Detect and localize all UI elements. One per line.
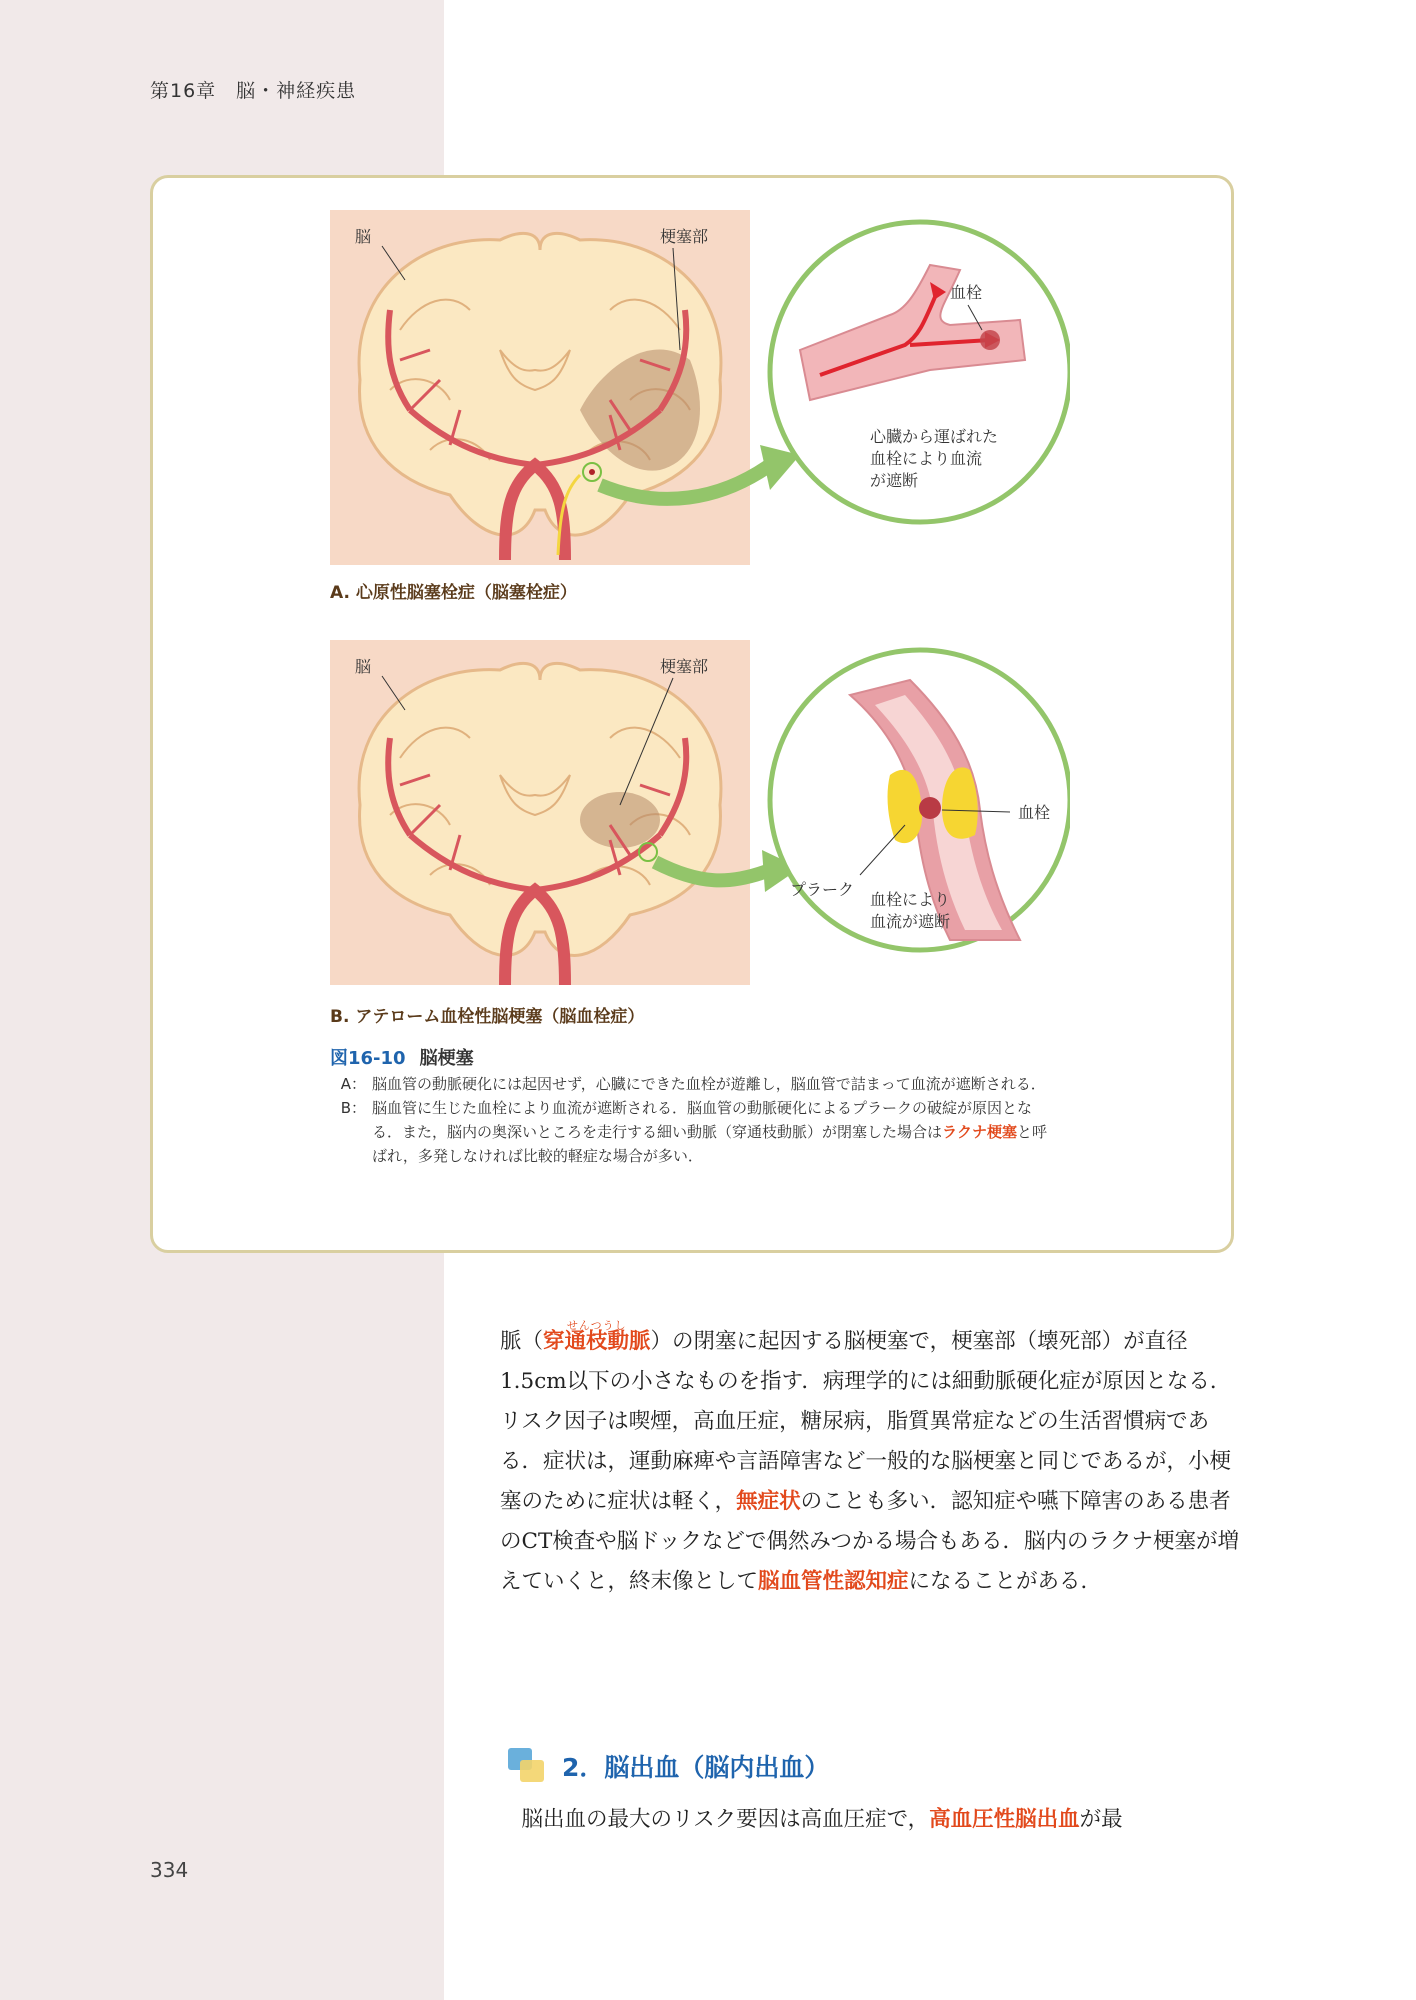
- figure-panel-b: [330, 640, 1070, 985]
- label-infarct: 梗塞部: [660, 227, 709, 246]
- inset-text-line: 血流が遮断: [870, 912, 951, 931]
- note-text: 脳血管に生じた血栓により血流が遮断される．脳血管の動脈硬化によるプラークの破綻が原因となる．また，脳内の奥深いところを走行する細い動脈（穿通枝動脈）が閉塞した場合はラクナ梗塞と呼ばれ，多発しなければ比較的軽症な場合が多い．: [372, 1099, 1048, 1165]
- section-heading: [508, 1748, 829, 1784]
- panel-a-caption: A. 心原性脳塞栓症（脳塞栓症）: [330, 583, 577, 603]
- figure-note-b: [330, 1096, 1050, 1168]
- label-embolus: 血栓: [1018, 803, 1051, 822]
- note-mark: B：: [340, 1099, 366, 1117]
- note-mark: A：: [340, 1075, 366, 1093]
- figure-title: [330, 1044, 474, 1070]
- brain-illustration-a: [330, 210, 1070, 565]
- inset-text-line: 心臓から運ばれた: [870, 427, 999, 446]
- body-last-line: 脳出血の最大のリスク要因は高血圧症で，高血圧性脳出血が最: [521, 1807, 1123, 1832]
- highlight-term: 無症状: [736, 1489, 801, 1514]
- panel-b-caption: B. アテローム血栓性脳梗塞（脳血栓症）: [330, 1007, 645, 1027]
- highlight-term: 高血圧性脳出血: [929, 1807, 1080, 1832]
- figure-number: 図16-10: [330, 1048, 406, 1069]
- page-number: 334: [150, 1858, 189, 1882]
- label-brain: 脳: [355, 657, 372, 676]
- label-brain: 脳: [355, 227, 372, 246]
- label-infarct: 梗塞部: [660, 657, 709, 676]
- ruby-reading: せんつうし: [566, 1319, 627, 1332]
- figure-note-a: [330, 1072, 1050, 1096]
- brain-illustration-b: [330, 640, 1070, 985]
- highlight-term: 脳血管性認知症: [758, 1569, 909, 1594]
- ruby-term: せんつうし 穿通枝動脈: [543, 1322, 651, 1362]
- inset-text-line: 血栓により: [870, 890, 951, 909]
- figure-notes: [330, 1072, 1050, 1168]
- section-icon: [508, 1748, 548, 1784]
- label-embolus: 血栓: [950, 283, 983, 302]
- section-title: 2．脳出血（脳内出血）: [562, 1753, 830, 1782]
- inset-text-line: 血栓により血流: [870, 449, 983, 468]
- figure-name: 脳梗塞: [419, 1048, 474, 1069]
- body-paragraph: 脈（ せんつうし 穿通枝動脈）の閉塞に起因する脳梗塞で，梗塞部（壊死部）が直径1.5cm以下の小さなものを指す．病理学的には細動脈硬化症が原因となる．リスク因子は喫煙，高血圧症，糖尿病，脂質異常症などの生活習慣病である．症状は，運動麻痺や言語障害など一般的な脳梗塞と同じであるが，小梗塞のために症状は軽く，無症状のことも多い．認知症や嚥下障害のある患者のCT検査や脳ドックなどで偶然みつかる場合もある．脳内のラクナ梗塞が増えていくと，終末像として脳血管性認知症になることがある．: [500, 1322, 1245, 1602]
- figure-panel-a: [330, 210, 1070, 565]
- chapter-header: 第16章 脳・神経疾患: [150, 80, 357, 102]
- lacunar-term: ラクナ梗塞: [942, 1123, 1018, 1141]
- note-text: 脳血管の動脈硬化には起因せず，心臓にできた血栓が遊離し，脳血管で詰まって血流が遮断される．: [372, 1075, 1046, 1093]
- label-plaque: プラーク: [790, 880, 855, 899]
- inset-text-line: が遮断: [870, 471, 919, 490]
